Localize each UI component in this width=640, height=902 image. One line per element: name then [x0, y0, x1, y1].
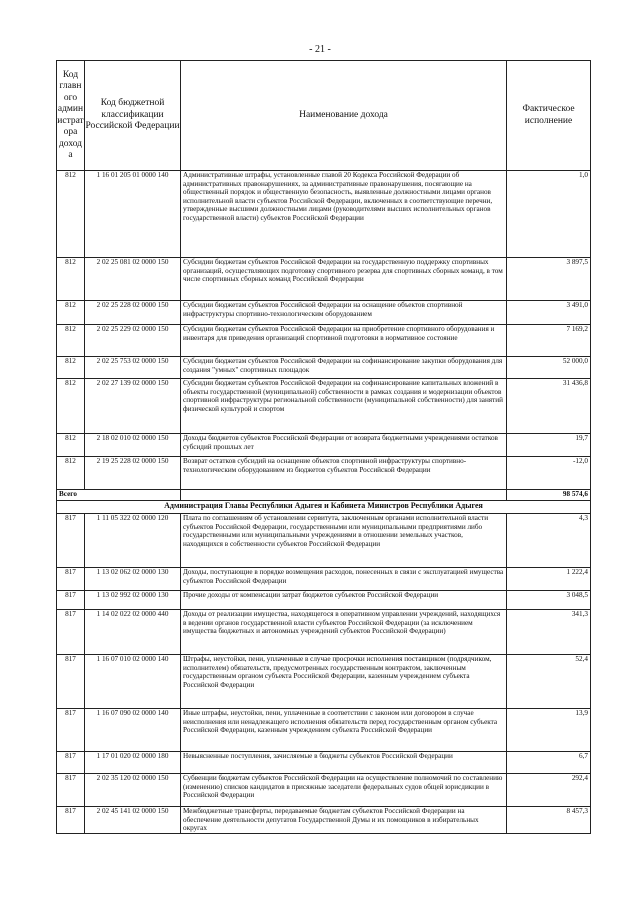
income-name-cell: Невыясненные поступления, зачисляемые в бюджеты субъектов Российской Федерации — [181, 752, 507, 774]
total-row — [57, 490, 591, 501]
budget-code-cell: 1 16 01 205 01 0000 140 — [85, 171, 181, 258]
admin-code-cell: 812 — [57, 171, 85, 258]
admin-code-cell: 817 — [57, 568, 85, 591]
amount-cell: 8 457,3 — [507, 807, 591, 834]
income-name-cell: Административные штрафы, установленные главой 20 Кодекса Российской Федерации об административных правонарушениях, за административные правонарушения, посягающие на общественный порядок и общественную безопасность, выявленные должностными лицами органов исполнительной власти субъектов Российской Федерации, включенных в соответствующие перечни, утвержденные высшими должностными лицами (руководителями высших исполнительных органов государственной власти) субъектов Российской Федерации — [181, 171, 507, 258]
admin-code-cell: 812 — [57, 357, 85, 379]
amount-cell: 52 000,0 — [507, 357, 591, 379]
income-name-cell: Иные штрафы, неустойки, пени, уплаченные в соответствии с законом или договором в случае неисполнения или ненадлежащего исполнения обязательств перед государственным органом субъекта Российской Федерации, казенным учреждением субъекта Российской Федерации — [181, 709, 507, 752]
table-row — [57, 258, 591, 301]
table-row — [57, 457, 591, 490]
table-row — [57, 774, 591, 807]
income-name-cell: Субвенции бюджетам субъектов Российской Федерации на осуществление полномочий по составлению (изменению) списков кандидатов в присяжные заседатели федеральных судов общей юрисдикции в Российской Федерации — [181, 774, 507, 807]
header-actual-execution: Фактическое исполнение — [507, 61, 591, 171]
amount-cell: 31 436,8 — [507, 379, 591, 434]
table-row — [57, 434, 591, 457]
income-name-cell: Возврат остатков субсидий на оснащение объектов спортивной инфраструктуры спортивно-технологическим оборудованием из бюджетов субъектов Российской Федерации — [181, 457, 507, 490]
budget-code-cell: 2 02 25 229 02 0000 150 — [85, 325, 181, 357]
amount-cell: 4,3 — [507, 514, 591, 568]
admin-code-cell: 812 — [57, 258, 85, 301]
budget-code-cell: 2 18 02 010 02 0000 150 — [85, 434, 181, 457]
admin-code-cell: 817 — [57, 610, 85, 655]
admin-code-cell: 812 — [57, 379, 85, 434]
budget-code-cell: 1 13 02 062 02 0000 130 — [85, 568, 181, 591]
header-budget-code: Код бюджетной классификации Российской Федерации — [85, 61, 181, 171]
budget-code-cell: 2 02 45 141 02 0000 150 — [85, 807, 181, 834]
total-label: Всего — [57, 490, 181, 501]
amount-cell: 6,7 — [507, 752, 591, 774]
admin-code-cell: 817 — [57, 655, 85, 709]
admin-code-cell: 817 — [57, 774, 85, 807]
admin-code-cell: 817 — [57, 514, 85, 568]
table-row — [57, 591, 591, 610]
income-name-cell: Межбюджетные трансферты, передаваемые бюджетам субъектов Российской Федерации на обеспечение деятельности депутатов Государственной Думы и их помощников в избирательных округах — [181, 807, 507, 834]
budget-code-cell: 1 16 07 010 02 0000 140 — [85, 655, 181, 709]
total-empty-cell — [181, 490, 507, 501]
budget-code-cell: 2 19 25 228 02 0000 150 — [85, 457, 181, 490]
income-name-cell: Доходы от реализации имущества, находящегося в оперативном управлении учреждений, находящихся в ведении органов государственной власти субъектов Российской Федерации (за исключением имущества бюджетных и автономных учреждений субъектов Российской Федерации) — [181, 610, 507, 655]
amount-cell: 13,9 — [507, 709, 591, 752]
admin-code-cell: 817 — [57, 591, 85, 610]
table-header-row — [57, 61, 591, 171]
amount-cell: 292,4 — [507, 774, 591, 807]
budget-code-cell: 2 02 25 228 02 0000 150 — [85, 301, 181, 325]
page-number: - 21 - — [309, 44, 331, 55]
budget-code-cell: 1 16 07 090 02 0000 140 — [85, 709, 181, 752]
table-row — [57, 807, 591, 834]
amount-cell: 3 897,5 — [507, 258, 591, 301]
amount-cell: 3 048,5 — [507, 591, 591, 610]
amount-cell: 341,3 — [507, 610, 591, 655]
table-row — [57, 514, 591, 568]
budget-code-cell: 1 14 02 022 02 0000 440 — [85, 610, 181, 655]
table-row — [57, 655, 591, 709]
income-name-cell: Субсидии бюджетам субъектов Российской Федерации на софинансирование капитальных вложений в объекты государственной (муниципальной) собственности в рамках создания и модернизации объектов спортивной инфраструктуры региональной собственности (муниципальной собственности) для занятий физической культурой и спортом — [181, 379, 507, 434]
table-row — [57, 301, 591, 325]
amount-cell: 7 169,2 — [507, 325, 591, 357]
budget-code-cell: 1 17 01 020 02 0000 180 — [85, 752, 181, 774]
admin-code-cell: 812 — [57, 434, 85, 457]
admin-code-cell: 817 — [57, 752, 85, 774]
table-row — [57, 610, 591, 655]
table-row — [57, 709, 591, 752]
amount-cell: 19,7 — [507, 434, 591, 457]
budget-code-cell: 1 13 02 992 02 0000 130 — [85, 591, 181, 610]
income-name-cell: Доходы бюджетов субъектов Российской Федерации от возврата бюджетными учреждениями остатков субсидий прошлых лет — [181, 434, 507, 457]
amount-cell: 52,4 — [507, 655, 591, 709]
income-name-cell: Субсидии бюджетам субъектов Российской Федерации на приобретение спортивного оборудования и инвентаря для приведения организаций спортивной подготовки в нормативное состояние — [181, 325, 507, 357]
amount-cell: 3 491,0 — [507, 301, 591, 325]
admin-code-cell: 817 — [57, 709, 85, 752]
header-admin-code: Код главн ого админ истрат ора доход а — [57, 61, 85, 171]
budget-code-cell: 2 02 25 081 02 0000 150 — [85, 258, 181, 301]
admin-code-cell: 812 — [57, 457, 85, 490]
income-name-cell: Субсидии бюджетам субъектов Российской Федерации на государственную поддержку спортивных организаций, осуществляющих подготовку спортивного резерва для спортивных сборных команд, в том числе спортивных сборных команд Российской Федерации — [181, 258, 507, 301]
income-name-cell: Субсидии бюджетам субъектов Российской Федерации на оснащение объектов спортивной инфраструктуры спортивно-технологическим оборудованием — [181, 301, 507, 325]
section-header-row — [57, 501, 591, 514]
table-row — [57, 357, 591, 379]
income-name-cell: Штрафы, неустойки, пени, уплаченные в случае просрочки исполнения поставщиком (подрядчиком, исполнителем) обязательств, предусмотренных государственным контрактом, заключенным государственным органом субъекта Российской Федерации, казенным учреждением субъекта Российской Федерации — [181, 655, 507, 709]
table-row — [57, 325, 591, 357]
header-income-name: Наименование дохода — [181, 61, 507, 171]
amount-cell: 1 222,4 — [507, 568, 591, 591]
income-name-cell: Субсидии бюджетам субъектов Российской Федерации на софинансирование закупки оборудования для создания "умных" спортивных площадок — [181, 357, 507, 379]
budget-code-cell: 2 02 27 139 02 0000 150 — [85, 379, 181, 434]
section-title: Администрация Главы Республики Адыгея и Кабинета Министров Республики Адыгея — [57, 501, 591, 514]
table-row — [57, 379, 591, 434]
income-name-cell: Плата по соглашениям об установлении сервитута, заключенным органами исполнительной власти субъектов Российской Федерации, государственными или муниципальными предприятиями либо государственными или муниципальными учреждениями в отношении земельных участков, находящихся в собственности субъектов Российской Федерации — [181, 514, 507, 568]
table-row — [57, 171, 591, 258]
budget-code-cell: 2 02 35 120 02 0000 150 — [85, 774, 181, 807]
admin-code-cell: 812 — [57, 301, 85, 325]
amount-cell: -12,0 — [507, 457, 591, 490]
income-name-cell: Доходы, поступающие в порядке возмещения расходов, понесенных в связи с эксплуатацией имущества субъектов Российской Федерации — [181, 568, 507, 591]
budget-code-cell: 2 02 25 753 02 0000 150 — [85, 357, 181, 379]
income-table — [56, 60, 591, 834]
table-row — [57, 568, 591, 591]
admin-code-cell: 817 — [57, 807, 85, 834]
income-name-cell: Прочие доходы от компенсации затрат бюджетов субъектов Российской Федерации — [181, 591, 507, 610]
budget-code-cell: 1 11 05 322 02 0000 120 — [85, 514, 181, 568]
admin-code-cell: 812 — [57, 325, 85, 357]
table-row — [57, 752, 591, 774]
total-amount: 98 574,6 — [507, 490, 591, 501]
amount-cell: 1,0 — [507, 171, 591, 258]
